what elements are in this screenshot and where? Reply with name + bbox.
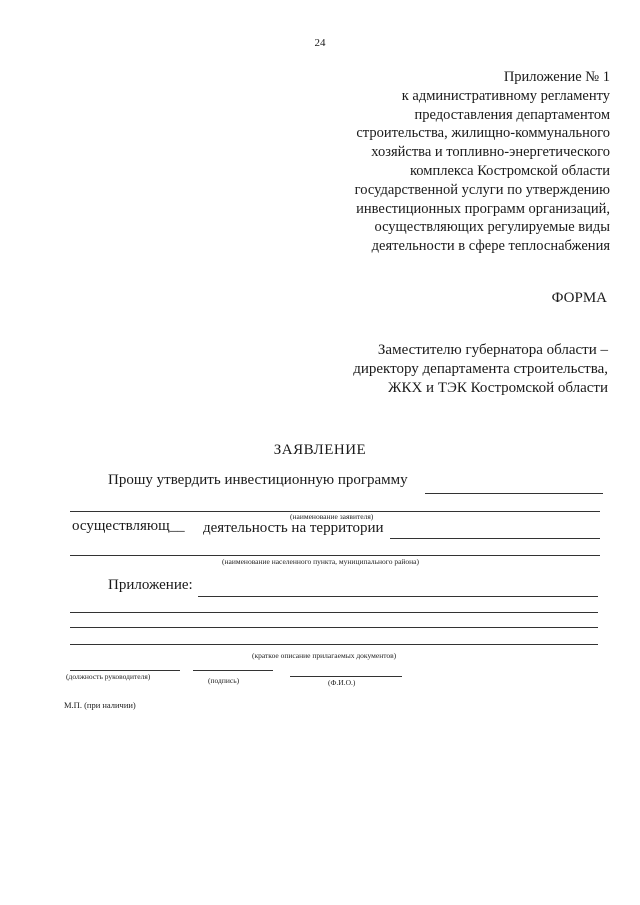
annex-header [280,68,610,256]
addressee-line: Заместителю губернатора области – [377,342,608,358]
annex-line: государственной услуги по утверждению [354,181,610,198]
attachment-field-4[interactable] [70,644,598,645]
attachment-hint: (краткое описание прилагаемых документов) [252,651,397,660]
stamp-note: М.П. (при наличии) [64,700,136,710]
page-number: 24 [314,37,326,49]
attachment-label: Приложение: [108,577,193,593]
request-text: Прошу утвердить инвестиционную программу [108,472,408,488]
program-name-field[interactable] [425,493,603,494]
addressee-line: ЖКХ и ТЭК Костромской области [388,380,608,396]
annex-line: строительства, жилищно-коммунального [356,125,610,142]
full-name-hint: (Ф.И.О.) [328,678,356,687]
attachment-field-2[interactable] [70,612,598,613]
annex-line: Приложение № 1 [503,69,610,85]
addressee-block [353,341,608,398]
signature-field[interactable] [193,670,273,671]
signature-hint: (подпись) [208,676,240,685]
annex-line: комплекса Костромской области [409,162,610,179]
activity-text: деятельность на территории [203,520,384,536]
annex-line: деятельности в сфере теплоснабжения [371,238,610,255]
territory-continuation-field[interactable] [70,555,600,556]
addressee-line: директору департамента строительства, [353,361,608,377]
full-name-field[interactable] [290,676,402,677]
territory-field[interactable] [390,538,600,539]
applicant-hint: (наименование заявителя) [290,512,374,521]
activity-prefix: осуществляющ__ [72,518,185,534]
annex-line: хозяйства и топливно-энергетического [371,144,610,161]
annex-line: к административному регламенту [401,87,610,104]
annex-line: осуществляющих регулируемые виды [374,219,610,236]
annex-line: предоставления департаментом [414,106,610,123]
attachment-field-1[interactable] [198,596,598,597]
annex-line: инвестиционных программ организаций, [356,200,610,217]
document-title: ЗАЯВЛЕНИЕ [273,442,367,458]
position-hint: (должность руководителя) [66,672,151,681]
position-field[interactable] [70,670,180,671]
attachment-field-3[interactable] [70,627,598,628]
territory-hint: (наименование населенного пункта, муниципального района) [222,557,420,566]
form-label: ФОРМА [551,290,607,306]
